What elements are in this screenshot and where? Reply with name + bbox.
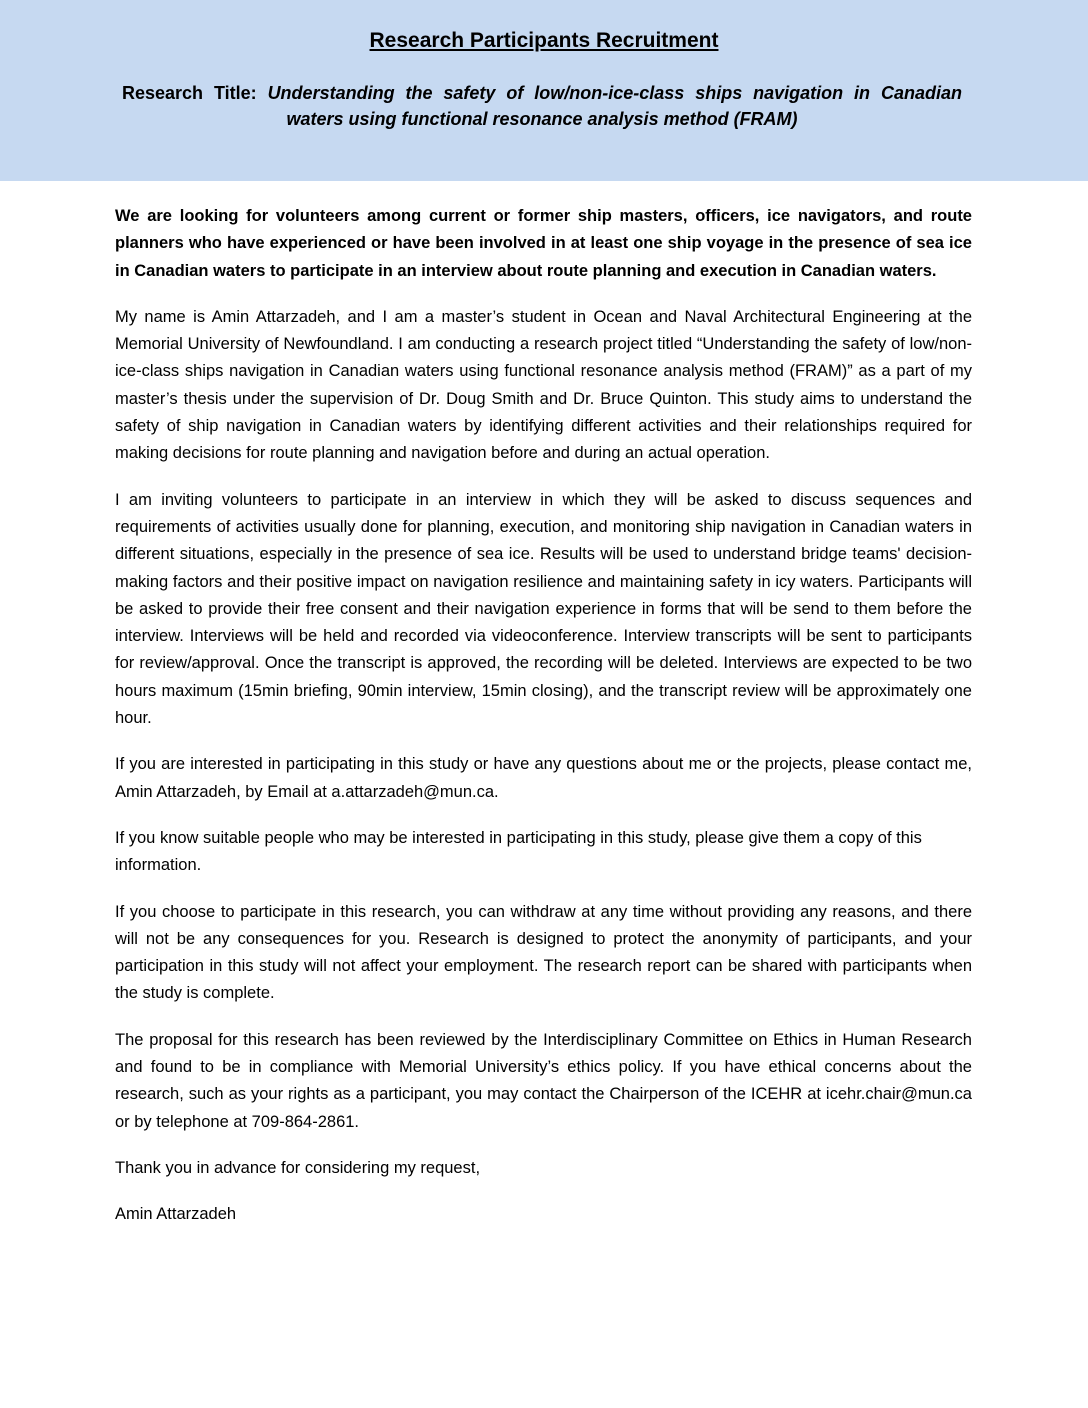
ethics-paragraph: The proposal for this research has been reviewed by the Interdisciplinary Committee on Ethics in Human Research and found to be in compliance with Memorial University’s ethics policy. If you have ethical concerns about the research, such as your rights as a participant, you may contact the Chairperson of the ICEHR at icehr.chair@mun.ca or by telephone at 709-864-2861. (115, 1030, 972, 1131)
research-title-text: Understanding the safety of low/non-ice-class ships navigation in Canadian waters using functional resonance analysis method (FRAM) (267, 83, 962, 129)
contact-paragraph: If you are interested in participating in this study or have any questions about me or the projects, please contact me, Amin Attarzadeh, by Email at a.attarzadeh@mun.ca. (115, 755, 972, 801)
closing-line: Thank you in advance for considering my request, (115, 1158, 481, 1177)
withdrawal-paragraph: If you choose to participate in this research, you can withdraw at any time without providing any reasons, and there will not be any consequences for you. Research is designed to protect the anonymity of participants, and your participation in this study will not affect your employment. The research report can be shared with participants when the study is complete. (115, 902, 972, 1003)
introduction-paragraph: My name is Amin Attarzadeh, and I am a master’s student in Ocean and Naval Architectural Engineering at the Memorial University of Newfoundland. I am conducting a research project titled “Understanding the safety of low/non-ice-class ships navigation in Canadian waters using functional resonance analysis method (FRAM)” as a part of my master’s thesis under the supervision of Dr. Doug Smith and Dr. Bruce Quinton. This study aims to understand the safety of ship navigation in Canadian waters by identifying different activities and their relationships required for making decisions for route planning and navigation before and during an actual operation. (115, 307, 972, 463)
letter-body (115, 203, 972, 1248)
document-title: Research Participants Recruitment (369, 29, 719, 52)
research-title (122, 80, 962, 132)
signature: Amin Attarzadeh (115, 1205, 237, 1224)
invitation-paragraph: I am inviting volunteers to participate in an interview in which they will be asked to discuss sequences and requirements of activities usually done for planning, execution, and monitoring ship navigation in Canadian waters in different situations, especially in the presence of sea ice. Results will be used to understand bridge teams' decision-making factors and their positive impact on navigation resilience and maintaining safety in icy waters. Participants will be asked to provide their free consent and their navigation experience in forms that will be send to them before the interview. Interviews will be held and recorded via videoconference. Interview transcripts will be sent to participants for review/approval. Once the transcript is approved, the recording will be deleted. Interviews are expected to be two hours maximum (15min briefing, 90min interview, 15min closing), and the transcript review will be approximately one hour. (115, 490, 972, 728)
intro-paragraph: We are looking for volunteers among current or former ship masters, officers, ice navigators, and route planners who have experienced or have been involved in at least one ship voyage in the presence of sea ice in Canadian waters to participate in an interview about route planning and execution in Canadian waters. (115, 207, 972, 280)
research-title-label: Research Title: (122, 83, 257, 103)
referral-paragraph: If you know suitable people who may be interested in participating in this study, please give them a copy of this information. (115, 828, 922, 875)
